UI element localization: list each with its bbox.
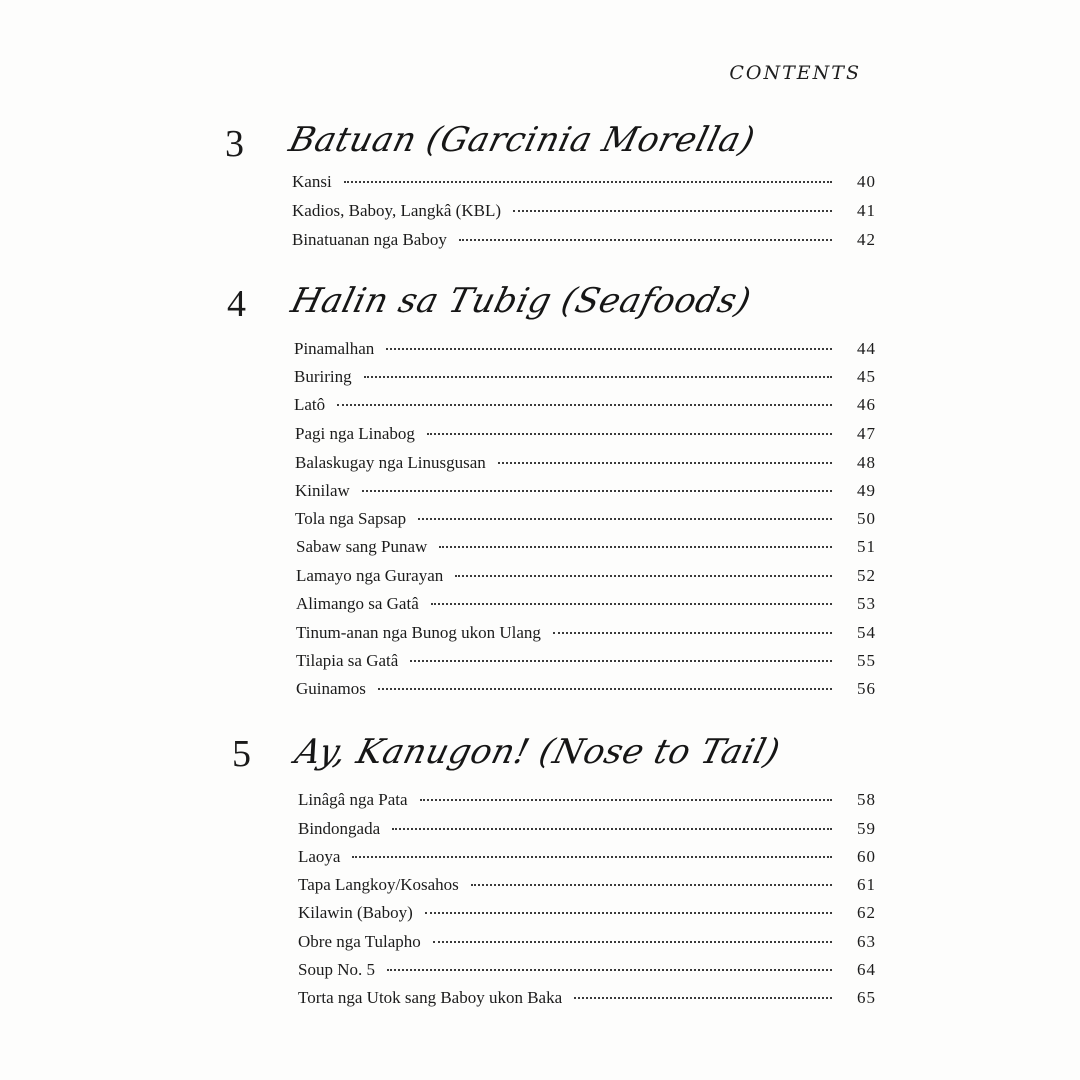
entry-title: Linâgâ nga Pata	[298, 790, 408, 809]
dot-leader	[352, 856, 832, 858]
entry-title: Obre nga Tulapho	[298, 932, 421, 951]
entry-title: Latô	[294, 395, 326, 414]
toc-entry[interactable]	[294, 395, 876, 423]
toc-entry[interactable]	[296, 651, 876, 679]
entry-title: Alimango sa Gatâ	[296, 594, 419, 613]
dot-leader	[498, 462, 832, 464]
entry-title: Lamayo nga Gurayan	[296, 566, 444, 585]
toc-entry[interactable]	[298, 875, 876, 903]
entry-page-number: 55	[857, 651, 876, 670]
entry-page-number: 41	[857, 201, 876, 220]
toc-entry[interactable]	[298, 847, 876, 875]
entry-page-number: 59	[857, 819, 876, 838]
entry-title: Sabaw sang Punaw	[296, 537, 428, 556]
entry-title: Tapa Langkoy/Kosahos	[298, 875, 459, 894]
toc-entry[interactable]	[296, 679, 876, 707]
dot-leader	[455, 575, 832, 577]
entry-title: Laoya	[298, 847, 341, 866]
toc-entry[interactable]	[294, 367, 876, 395]
entry-title: Buriring	[294, 367, 352, 386]
entry-title: Pagi nga Linabog	[295, 424, 415, 443]
entry-title: Tilapia sa Gatâ	[296, 651, 399, 670]
toc-entry[interactable]	[292, 230, 876, 258]
toc-entry[interactable]	[295, 509, 876, 537]
dot-leader	[344, 181, 832, 183]
entry-title: Balaskugay nga Linusgusan	[295, 453, 486, 472]
toc-entry[interactable]	[298, 960, 876, 988]
entry-page-number: 51	[857, 537, 876, 556]
entry-title: Binatuanan nga Baboy	[292, 230, 447, 249]
dot-leader	[364, 376, 832, 378]
dot-leader	[471, 884, 832, 886]
chapter-number: 4	[227, 283, 246, 325]
entry-title: Kadios, Baboy, Langkâ (KBL)	[292, 201, 501, 220]
toc-entry[interactable]	[295, 424, 876, 452]
toc-entry[interactable]	[298, 903, 876, 931]
entry-page-number: 46	[857, 395, 876, 414]
dot-leader	[337, 404, 832, 406]
dot-leader	[574, 997, 832, 999]
entry-title: Tinum-anan nga Bunog ukon Ulang	[296, 623, 541, 642]
entry-page-number: 40	[857, 172, 876, 191]
entry-page-number: 61	[857, 875, 876, 894]
entry-page-number: 42	[857, 230, 876, 249]
dot-leader	[410, 660, 832, 662]
toc-entry[interactable]	[298, 790, 876, 818]
dot-leader	[386, 348, 832, 350]
dot-leader	[439, 546, 832, 548]
entry-page-number: 60	[857, 847, 876, 866]
entry-page-number: 47	[857, 424, 876, 443]
chapter-title: Ay, Kanugon! (Nose to Tail)	[291, 732, 785, 772]
chapter-number: 3	[225, 123, 244, 165]
page-header: CONTENTS	[729, 62, 861, 84]
entry-title: Kinilaw	[295, 481, 350, 500]
dot-leader	[553, 632, 832, 634]
entry-page-number: 58	[857, 790, 876, 809]
dot-leader	[420, 799, 832, 801]
entry-page-number: 50	[857, 509, 876, 528]
dot-leader	[431, 603, 832, 605]
entry-page-number: 63	[857, 932, 876, 951]
entry-title: Soup No. 5	[298, 960, 375, 979]
entry-title: Kilawin (Baboy)	[298, 903, 413, 922]
toc-entry[interactable]	[298, 932, 876, 960]
toc-entry[interactable]	[296, 594, 876, 622]
entry-page-number: 45	[857, 367, 876, 386]
entry-page-number: 56	[857, 679, 876, 698]
entry-title: Torta nga Utok sang Baboy ukon Baka	[298, 988, 563, 1007]
toc-entry[interactable]	[295, 481, 876, 509]
toc-entry[interactable]	[298, 988, 876, 1016]
toc-entry[interactable]	[298, 819, 876, 847]
entry-page-number: 53	[857, 594, 876, 613]
entry-page-number: 44	[857, 339, 876, 358]
toc-entry[interactable]	[296, 537, 876, 565]
entry-title: Guinamos	[296, 679, 366, 698]
entry-page-number: 49	[857, 481, 876, 500]
entry-title: Kansi	[292, 172, 332, 191]
entry-page-number: 48	[857, 453, 876, 472]
toc-entry[interactable]	[292, 201, 876, 229]
entry-title: Tola nga Sapsap	[295, 509, 407, 528]
toc-entry[interactable]	[295, 453, 876, 481]
toc-entry[interactable]	[294, 339, 876, 367]
dot-leader	[387, 969, 832, 971]
dot-leader	[418, 518, 832, 520]
entry-page-number: 62	[857, 903, 876, 922]
toc-entry[interactable]	[292, 172, 876, 200]
dot-leader	[425, 912, 832, 914]
chapter-number: 5	[232, 733, 251, 775]
entry-page-number: 52	[857, 566, 876, 585]
chapter-title: Halin sa Tubig (Seafoods)	[287, 281, 756, 321]
dot-leader	[459, 239, 832, 241]
entry-page-number: 64	[857, 960, 876, 979]
dot-leader	[362, 490, 832, 492]
entry-title: Bindongada	[298, 819, 381, 838]
dot-leader	[513, 210, 832, 212]
toc-entry[interactable]	[296, 623, 876, 651]
entry-title: Pinamalhan	[294, 339, 375, 358]
dot-leader	[433, 941, 832, 943]
chapter-title: Batuan (Garcinia Morella)	[285, 120, 759, 160]
dot-leader	[378, 688, 832, 690]
toc-entry[interactable]	[296, 566, 876, 594]
entry-page-number: 65	[857, 988, 876, 1007]
entry-page-number: 54	[857, 623, 876, 642]
dot-leader	[427, 433, 832, 435]
dot-leader	[392, 828, 832, 830]
